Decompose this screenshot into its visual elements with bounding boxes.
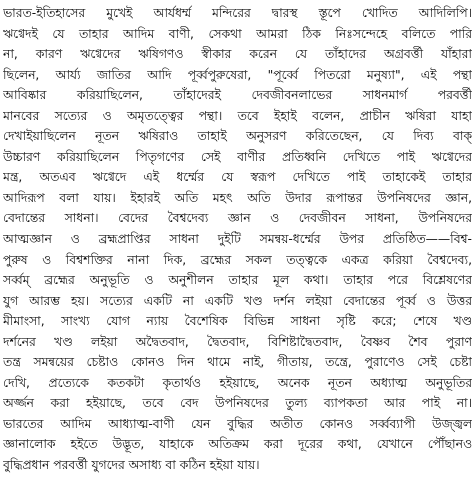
text-line: যুগ আরম্ভ হয়। সত্যের একটি না একটি খণ্ড দর্শন লইয়া বেদান্তের পূর্ব্ব ও উত্তর bbox=[3, 293, 472, 308]
text-line: মানবের সত্যের ও অমৃতত্ত্বের পন্থা। তবে ইহাই বলেন, প্রাচীন ঋষিরা যাহা bbox=[3, 108, 472, 123]
text-line: না, কারণ ঋগ্বেদের ঋষিগণও স্বীকার করেন যে তাঁহাদের অগ্রবর্ত্তী যাঁহারা bbox=[3, 47, 472, 62]
text-line: সর্ব্বম্ ব্রহ্মের অনুভূতি ও অনুশীলন তাহার মূল কথা। তাহার পরে বিশ্লেষণের bbox=[3, 273, 472, 288]
text-line: উচ্চারণ করিয়াছিলেন পিতৃগণের সেই বাণীর প্রতিধ্বনি দেখিতে পাই ঋগ্বেদের bbox=[3, 149, 472, 164]
text-line: ভারত-ইতিহাসের মুখেই আর্যধর্ম্ম মন্দিরের দ্বারস্থ স্তূপে খোদিত আদিলিপি। bbox=[3, 6, 472, 20]
text-line: তন্ত্র সমন্বয়ের চেষ্টাও কোনও দিন থামে নাই, গীতায়, তন্ত্রে, পুরাণেও সেই চেষ্টা bbox=[3, 355, 472, 370]
text-line: মন্ত্র, অতএব ঋগ্বেদে এই ধর্ম্মের যে স্বরূপ দেখিতে পাই তাহাকেই তাহার bbox=[3, 170, 472, 185]
text-line: দেখি, প্রত্যেকে কতকটা কৃতার্থও হইয়াছে, অনেক নূতন অধ্যাত্ম অনুভূতির bbox=[3, 375, 472, 390]
body-paragraph bbox=[3, 3, 472, 476]
text-line: দেখাইয়াছিলেন নূতন ঋষিরাও তাহাই অনুসরণ করিতেছেন, যে দিব্য বাক্ bbox=[3, 129, 472, 144]
text-line: পুরুষ ও বিশ্বশক্তির নানা দিক, ব্রহ্মের সকল তত্ত্বকে একত্র করিয়া বৈশ্বদেব্য, bbox=[3, 252, 472, 267]
text-line: আবিষ্কার করিয়াছিলেন, তাঁহাদেরই দেবজীবনলাভের সাধনমার্গ পরবর্ত্তী bbox=[3, 88, 472, 103]
text-line: মীমাংসা, সাংখ্য যোগ ন্যায় বৈশেষিক বিভিন্ন সাধনা সৃষ্টি করে; শেষে খণ্ড bbox=[3, 314, 472, 329]
text-line: আত্মজ্ঞান ও ব্রহ্মপ্রাপ্তির সাধনা দুইটি সমন্বয়-ধর্ম্মের উপর প্রতিষ্ঠিত——বিশ্ব- bbox=[3, 232, 472, 247]
text-line: ভারতের আদিম আধ্যাত্ম-বাণী যেন বুদ্ধির অতীত কোনও সর্ব্বব্যাপী উজ্জ্বল bbox=[3, 416, 472, 431]
text-line: বেদান্তের সাধনা। বেদের বৈশ্বদেব্য জ্ঞান ও দেবজীবন সাধনা, উপনিষদের bbox=[3, 211, 472, 226]
text-line: বুদ্ধিপ্রধান পরবর্ত্তী যুগদের অসাধ্য বা কঠিন হইয়া যায়। bbox=[3, 458, 260, 473]
text-line: আদিরূপ বলা যায়। ইহারই অতি মহৎ অতি উদার রূপান্তর উপনিষদের জ্ঞান, bbox=[3, 190, 472, 205]
text-line: জ্ঞানালোক হইতে উদ্ভূত, যাহাকে অতিক্রম করা দূরের কথা, যেখানে পৌঁছানও bbox=[3, 437, 472, 452]
text-line: অর্জ্জন করা হইয়াছে, তবে বেদ উপনিষদের তুল্য ব্যাপকতা আর পাই না। bbox=[3, 396, 472, 411]
text-line: দর্শনের খণ্ড লইয়া অদ্বৈতবাদ, দ্বৈতবাদ, বিশিষ্টাদ্বৈতবাদ, বৈষ্ণব শৈব পুরাণ bbox=[3, 334, 472, 349]
text-line: ছিলেন, আর্য্য জাতির আদি পূর্ব্বপুরুষেরা, "পূর্ব্বে পিতরো মনুষ্যা", এই পন্থা bbox=[3, 67, 472, 82]
text-line: ঋগ্বেদই যে তাহার আদিম বাণী, সেকথা আমরা ঠিক নিঃসন্দেহে বলিতে পারি bbox=[3, 26, 472, 41]
